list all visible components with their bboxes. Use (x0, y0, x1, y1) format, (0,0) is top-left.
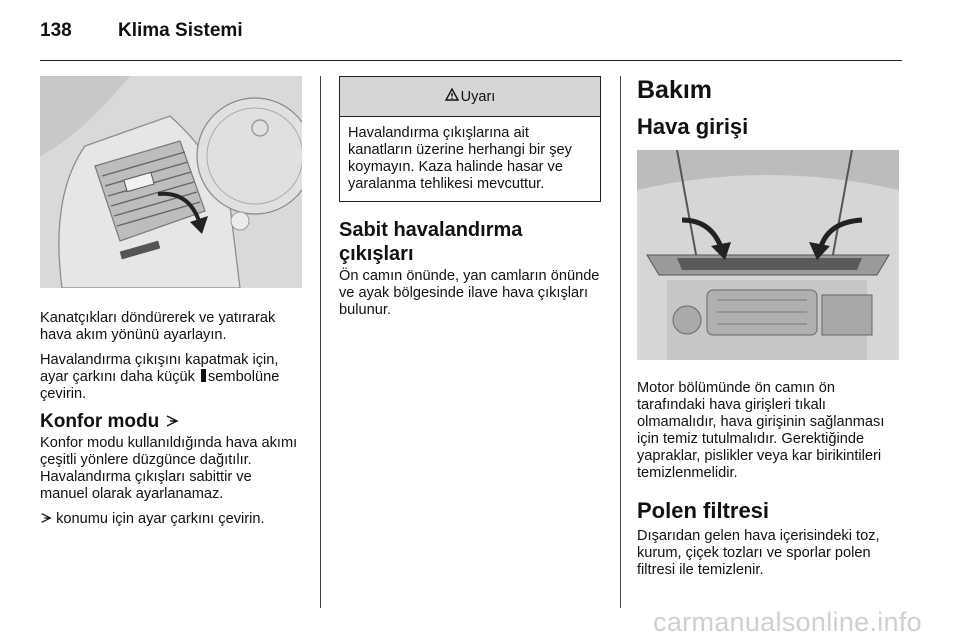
paragraph: Kanatçıkları döndürerek ve yatırarak hava akım yönünü ayarlayın. (40, 310, 276, 343)
paragraph (40, 352, 302, 403)
paragraph: Dışarıdan gelen hava içerisindeki toz, kurum, çiçek tozları ve sporlar polen filtresi ile temizlenir. (637, 528, 880, 578)
heading-air-intake: Hava girişi (637, 114, 749, 139)
paragraph-part: konumu için ayar çarkını çevirin. (56, 511, 265, 527)
warning-box (339, 76, 601, 202)
watermark: carmanualsonline.info (653, 607, 922, 637)
paragraph (40, 511, 302, 528)
warning-header (340, 77, 600, 117)
column-left (40, 76, 302, 536)
column-right (637, 76, 899, 587)
paragraph: Ön camın önünde, yan camların önünde ve ayak bölgesinde ilave hava çıkışları bulunur. (339, 268, 600, 318)
warning-icon (445, 88, 459, 105)
paragraph-part: Havalandırma çıkışını kapatmak için, ayar çarkını daha küçük (40, 352, 279, 385)
column-middle (339, 76, 601, 327)
column-divider (320, 76, 321, 608)
header-divider (40, 60, 902, 61)
heading-comfort-mode (40, 411, 302, 433)
small-symbol-icon (201, 369, 206, 382)
column-divider (620, 76, 621, 608)
page-number: 138 (40, 20, 72, 41)
paragraph: Konfor modu kullanıldığında hava akımı çeşitli yönlere düzgünce dağıtılır. Havalandırma çıkışları sabittir ve manuel olarak ayarlanamaz. (40, 435, 298, 502)
paragraph-part: sembolüne çevirin. (40, 369, 280, 402)
heading-fixed-vents: Sabit havalandırma çıkışları (339, 219, 523, 265)
warning-title: Uyarı (460, 88, 496, 105)
heading-pollen-filter: Polen filtresi (637, 498, 770, 523)
section-title: Klima Sistemi (118, 20, 243, 41)
engine-bay-illustration (637, 150, 899, 360)
comfort-mode-icon (40, 511, 52, 527)
vent-illustration (40, 76, 302, 288)
heading-text: Konfor modu (40, 411, 160, 432)
paragraph: Motor bölümünde ön camın ön tarafındaki hava girişleri tıkalı olmamalıdır, hava girişinin sağlanması için temiz tutulmalıdır. Gerektiğinde yapraklar, pislikler veya kar birikintileri temizlenmelidir. (637, 380, 885, 481)
comfort-mode-icon (165, 411, 179, 432)
page-header (40, 20, 243, 48)
heading-maintenance: Bakım (637, 76, 713, 104)
warning-text: Havalandırma çıkışlarına ait kanatların üzerine herhangi bir şey koymayın. Kaza halinde hasar ve yaralanma tehlikesi mevcuttur. (348, 125, 572, 192)
